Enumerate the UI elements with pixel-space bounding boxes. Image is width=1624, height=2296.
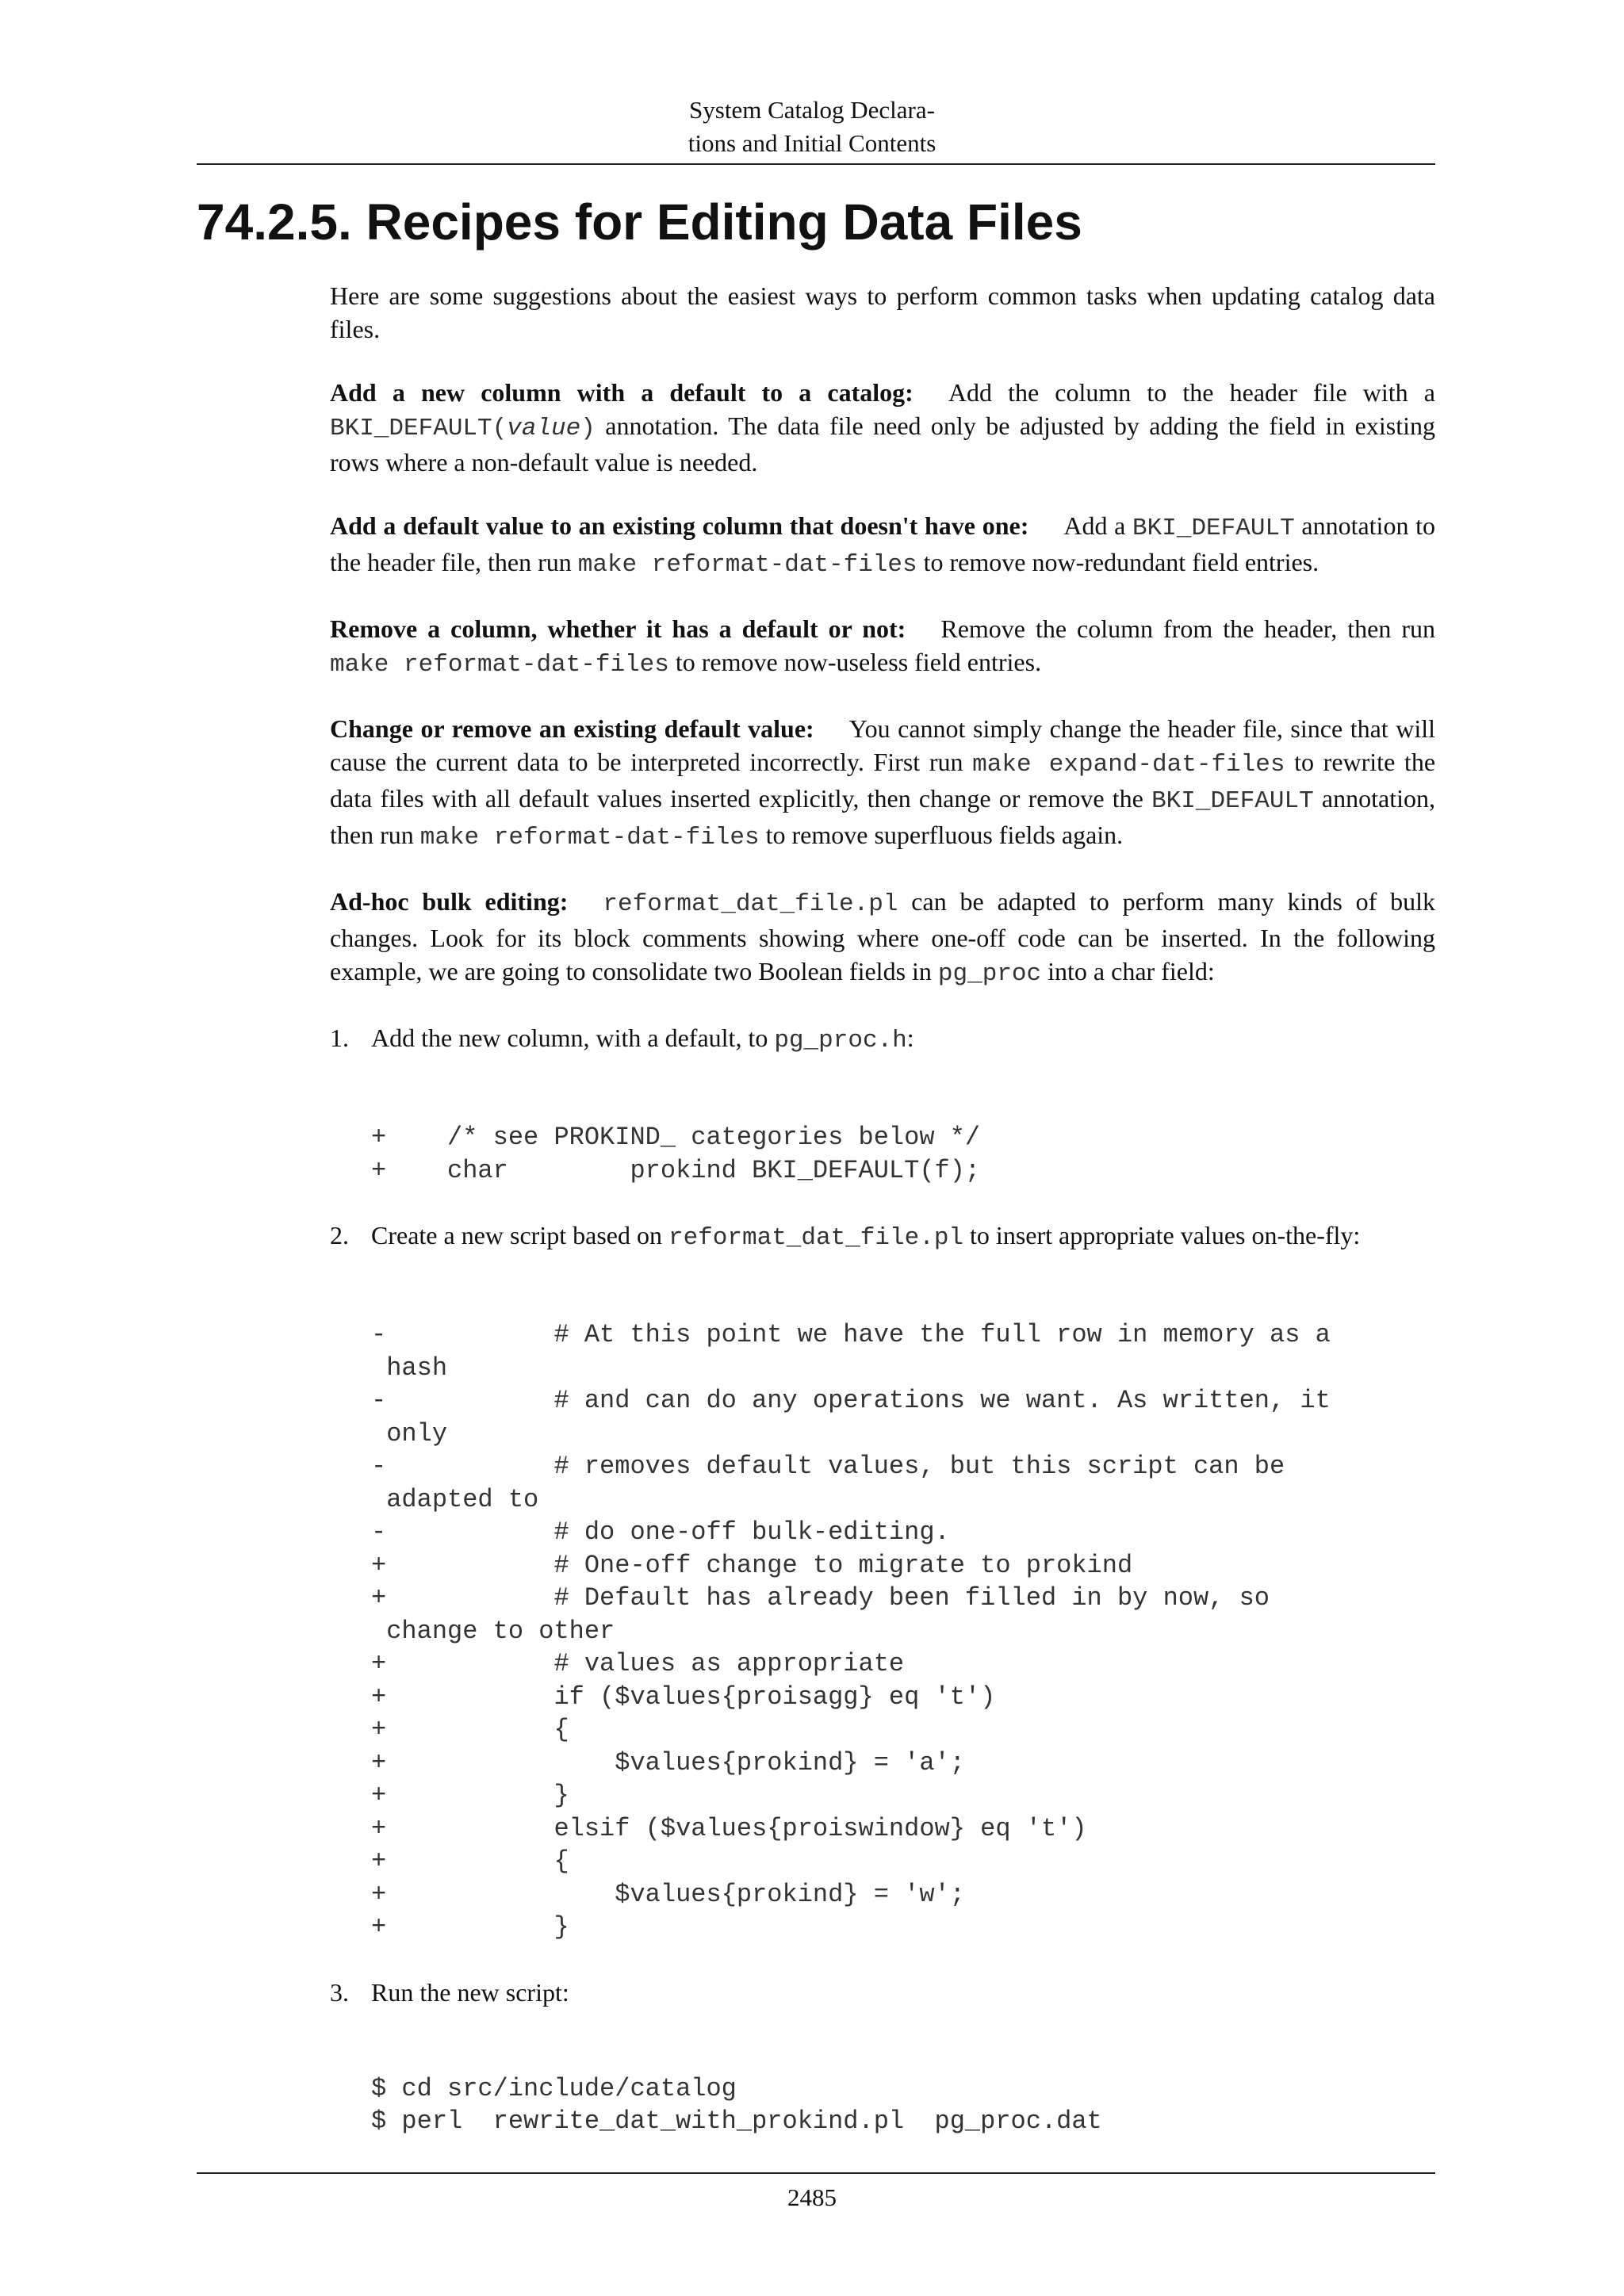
code-literal: make reformat-dat-files (577, 551, 917, 579)
code-literal: BKI_DEFAULT (1132, 515, 1295, 542)
recipe-text: annotation, then run (330, 784, 1436, 849)
recipe-text: to remove superfluous fields again. (759, 821, 1124, 849)
recipe-text: You cannot simply change the header file, since that will cause the current data to be interpreted incorrectly. First run (330, 714, 1436, 776)
recipe-term: Add a new column with a default to a catalog: (330, 378, 914, 407)
running-header-line-1: System Catalog Declara- (689, 96, 935, 124)
code-literal: reformat_dat_file.pl (668, 1224, 964, 1252)
header-rule (197, 163, 1435, 165)
code-block: $ cd src/include/catalog $ perl rewrite_dat_with_prokind.pl pg_proc.dat (371, 2073, 1102, 2136)
running-header-line-2: tions and Initial Contents (688, 129, 936, 157)
recipe-adhoc (330, 885, 1435, 991)
step-number: 1. (330, 1024, 349, 1052)
step-2 (330, 1219, 1435, 1944)
recipe-text: Add a (1063, 511, 1133, 540)
code-literal: pg_proc (937, 960, 1042, 988)
recipe-term: Remove a column, whether it has a default or not: (330, 614, 906, 643)
section-title: 74.2.5. Recipes for Editing Data Files (197, 193, 1082, 251)
code-literal: make expand-dat-files (972, 751, 1285, 779)
recipe-term: Ad-hoc bulk editing: (330, 887, 569, 916)
recipe-text: annotation to the header file, then run (330, 511, 1436, 576)
recipe-text: into a char field: (1041, 957, 1215, 985)
step-text: Create a new script based on reformat_dat_file.pl to insert appropriate values on-the-fly: (371, 1221, 1361, 1252)
recipe-term: Change or remove an existing default value: (330, 714, 814, 743)
running-header (0, 94, 1624, 160)
step-3 (330, 1976, 1435, 2138)
step-text: Add the new column, with a default, to pg_proc.h: (371, 1024, 914, 1054)
recipe-change-default (330, 712, 1435, 855)
code-literal: pg_proc.h (774, 1027, 907, 1054)
step-number: 3. (330, 1977, 349, 2007)
page-number: 2485 (787, 2183, 837, 2211)
code-block: - # At this point we have the full row in memory as a hash - # and can do any operations we want. As written, it only - # removes default values, but this script can be adapted to - # do one-off bulk-editing. + # One-off change to migrate to prokind + # Default has already been filled in by now, so change to other + # values as appropriate + if ($values{proisagg} eq 't') + { + $values{prokind} = 'a'; + } + elsif ($values{proiswindow} eq 't') + { + $values{prokind} = 'w'; + } (371, 1320, 1331, 1942)
code-literal: BKI_DEFAULT(value) (330, 415, 596, 442)
step-1 (330, 1021, 1435, 1187)
code-block: + /* see PROKIND_ categories below */ + char prokind BKI_DEFAULT(f); (371, 1123, 981, 1185)
code-literal: make reformat-dat-files (330, 651, 669, 679)
recipe-remove-column (330, 612, 1435, 682)
code-literal: BKI_DEFAULT (1151, 787, 1314, 815)
recipe-text: Add the column to the header file with a (948, 378, 1436, 407)
intro-paragraph: Here are some suggestions about the easiest ways to perform common tasks when updating catalog data files. (330, 281, 1435, 343)
footer-rule (197, 2172, 1435, 2174)
section-body (330, 279, 1435, 2170)
recipe-add-default (330, 509, 1435, 582)
step-number: 2. (330, 1221, 349, 1249)
recipe-term: Add a default value to an existing column that doesn't have one: (330, 511, 1029, 540)
step-text: Run the new script: (371, 1977, 569, 2007)
code-literal: reformat_dat_file.pl (603, 890, 898, 918)
code-literal: make reformat-dat-files (419, 824, 760, 851)
recipe-text: to rewrite the data files with all default values inserted explicitly, then change or remove the (330, 748, 1436, 813)
recipe-text: to remove now-useless field entries. (668, 648, 1042, 676)
recipe-text: Remove the column from the header, then run (940, 614, 1436, 643)
recipe-text: to remove now-redundant field entries. (917, 548, 1320, 576)
recipe-add-column (330, 376, 1435, 479)
recipe-text: can be adapted to perform many kinds of bulk changes. Look for its block comments showing where one-off code can be inserted. In the following example, we are going to consolidate two Boolean fields in (330, 887, 1436, 985)
recipe-text: annotation. The data file need only be adjusted by adding the field in existing rows where a non-default value is needed. (330, 411, 1435, 476)
